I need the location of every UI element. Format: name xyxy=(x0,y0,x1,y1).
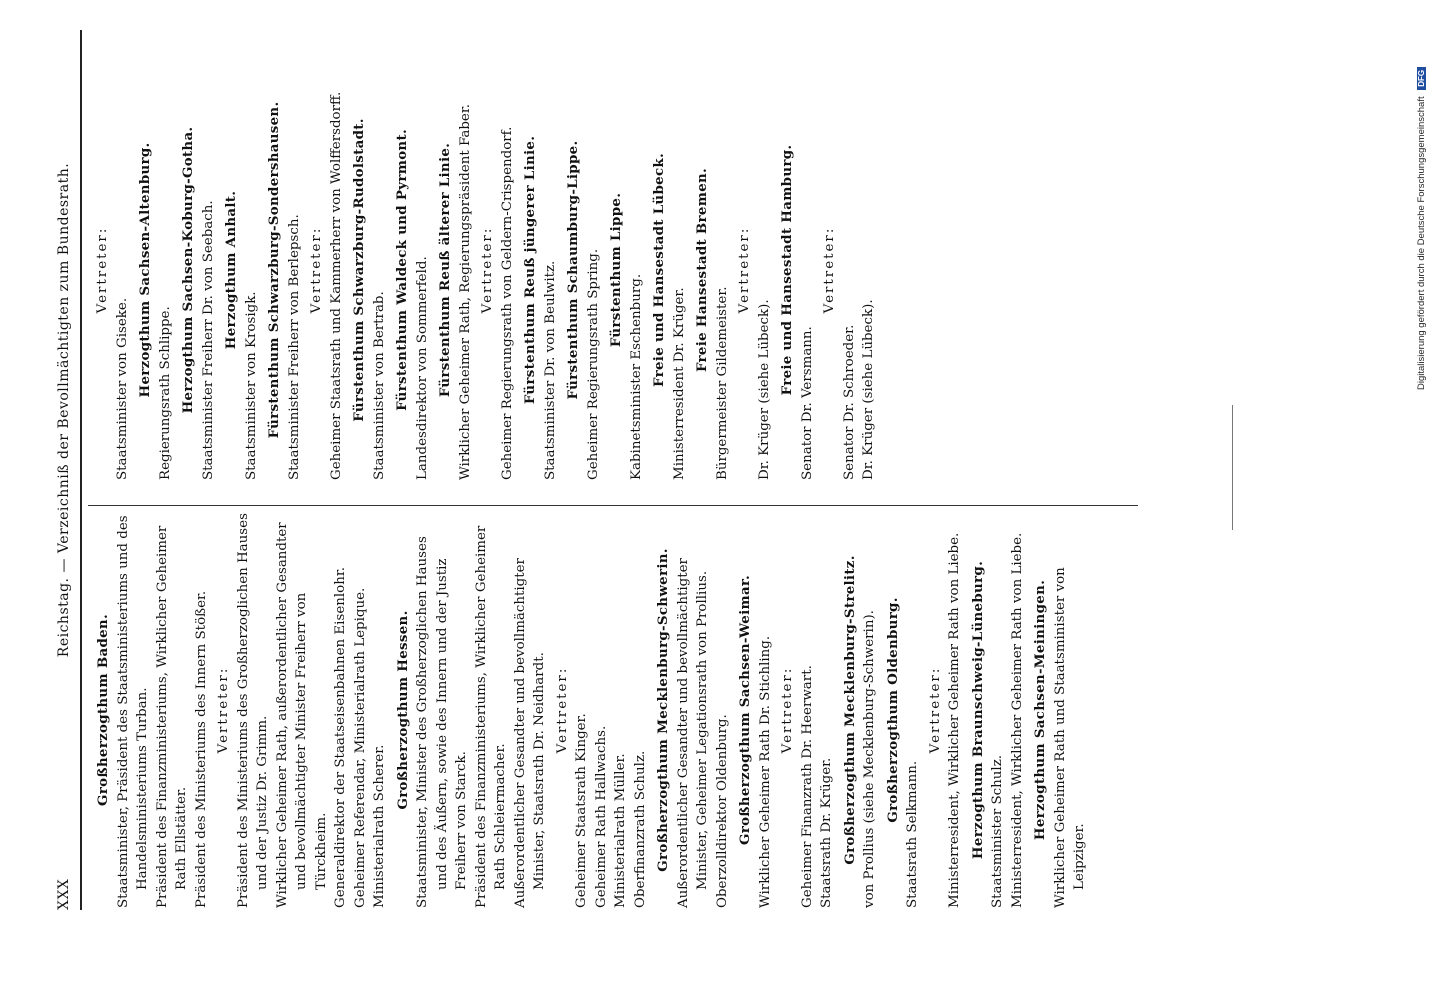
digitization-sidebar xyxy=(1416,10,1432,390)
deputy-label: Vertreter: xyxy=(95,226,110,314)
deputy-label: Vertreter: xyxy=(822,226,837,314)
delegate-entry: Senator Dr. Versmann. xyxy=(799,326,815,480)
delegate-entry: Ministerresident Dr. Krüger. xyxy=(671,287,687,480)
page-title: Reichstag. — Verzeichniß der Bevollmächtigten zum Bundesrath. xyxy=(56,162,72,658)
right-column xyxy=(90,60,879,480)
deputy-label: Vertreter: xyxy=(216,666,231,754)
deputy-label: Vertreter: xyxy=(780,666,795,754)
delegate-entry: Wirklicher Geheimer Rath und Staatsminister von Leipziger. xyxy=(1052,567,1087,908)
digitization-credit: Digitalisierung gefördert durch die Deutsche Forschungsgemeinschaft xyxy=(1416,96,1427,390)
delegate-entry: Regierungsrath Schlippe. xyxy=(157,306,173,480)
dfg-logo: DFG xyxy=(1417,67,1426,90)
delegate-entry: Kabinetsminister Eschenburg. xyxy=(628,273,644,480)
state-heading: Freie und Hansestadt Hamburg. xyxy=(779,144,795,396)
delegate-entry: Geheimer Staatsrath Kinger. xyxy=(574,713,589,908)
state-heading: Großherzogthum Mecklenburg-Strelitz. xyxy=(841,555,858,865)
delegate-entry: Präsident des Finanzministeriums, Wirklicher Geheimer Rath Schleiermacher. xyxy=(473,525,508,908)
delegate-entry: von Prollius (siehe Mecklenburg-Schwerin). xyxy=(862,610,877,908)
state-heading: Herzogthum Sachsen-Koburg-Gotha. xyxy=(180,126,196,414)
delegate-entry: Staatsminister Dr. von Beulwitz. xyxy=(542,260,558,480)
deputy-label: Vertreter: xyxy=(554,666,570,754)
delegate-entry: Staatsminister, Minister des Großherzoglichen Hauses und des Äußern, sowie des Innern und der Justiz Freiherr von Starck. xyxy=(415,536,469,908)
delegate-entry: Generaldirektor der Staatseisenbahnen Eisenlohr. xyxy=(333,566,348,908)
delegate-entry: Ministerresident, Wirklicher Geheimer Rath von Liebe. xyxy=(1009,532,1025,908)
state-heading: Fürstenthum Schwarzburg-Sondershausen. xyxy=(266,101,282,439)
delegate-entry: Staatsrath Selkmann. xyxy=(905,760,920,908)
deputy-label: Vertreter: xyxy=(480,226,495,314)
deputy-label: Vertreter: xyxy=(927,666,943,754)
state-heading: Großherzogthum Hessen. xyxy=(394,610,411,810)
delegate-entry: Außerordentlicher Gesandter und bevollmächtigter Minister, Staatsrath Dr. Neidhardt. xyxy=(512,558,547,908)
delegate-entry: Wirklicher Geheimer Rath, Regierungspräsident Faber. xyxy=(457,103,473,480)
state-heading: Herzogthum Braunschweig-Lüneburg. xyxy=(969,560,986,860)
delegate-entry: Staatsminister von Krosigk. xyxy=(243,291,259,480)
delegate-entry: Präsident des Ministeriums des Innern Stößer. xyxy=(193,590,209,908)
state-heading: Großherzogthum Mecklenburg-Schwerin. xyxy=(655,548,671,872)
delegate-entry: Präsident des Ministeriums des Großherzoglichen Hauses und der Justiz Dr. Grimm. xyxy=(235,513,270,908)
delegate-entry: Staatsrath Dr. Krüger. xyxy=(819,757,834,908)
page-number: XXX xyxy=(56,878,72,910)
state-heading: Fürstenthum Waldeck und Pyrmont. xyxy=(394,129,410,411)
delegate-entry: Dr. Krüger (siehe Lübeck). xyxy=(756,299,772,480)
delegate-entry: Staatsminister Schulz. xyxy=(990,754,1005,908)
delegate-entry: Staatsminister, Präsident des Staatsministeriums und des Handelsministeriums Turban. xyxy=(115,515,150,908)
delegate-entry: Geheimer Finanzrath Dr. Heerwart. xyxy=(799,665,815,908)
delegate-entry: Staatsminister Freiherr Dr. von Seebach. xyxy=(200,200,216,480)
deputy-label: Vertreter: xyxy=(309,226,324,314)
delegate-entry: Dr. Krüger (siehe Lübeck). xyxy=(861,299,876,480)
left-column xyxy=(90,512,1090,908)
margin-line xyxy=(1232,405,1233,530)
state-heading: Herzogthum Sachsen-Meiningen. xyxy=(1032,579,1048,841)
page-header xyxy=(56,30,78,910)
delegate-entry: Wirklicher Geheimer Rath Dr. Stichling. xyxy=(757,635,773,908)
state-heading: Freie Hansestadt Bremen. xyxy=(694,167,710,373)
delegate-entry: Geheimer Rath Hallwachs. xyxy=(593,725,609,908)
delegate-entry: Oberfinanzrath Schulz. xyxy=(632,750,648,908)
delegate-entry: Oberzolldirektor Oldenburg. xyxy=(714,714,730,908)
delegate-entry: Landesdirektor von Sommerfeld. xyxy=(414,256,430,480)
delegate-entry: Geheimer Regierungsrath Spring. xyxy=(585,248,601,480)
delegate-entry: Staatsminister Freiherr von Berlepsch. xyxy=(286,214,302,480)
delegate-entry: Ministerialrath Scherer. xyxy=(372,744,387,908)
state-heading: Fürstenthum Lippe. xyxy=(608,192,624,348)
delegate-entry: Präsident des Finanzministeriums, Wirklicher Geheimer Rath Ellstätter. xyxy=(154,525,189,908)
delegate-entry: Außerordentlicher Gesandter und bevollmächtigter Minister, Geheimer Legationsrath von Prollius. xyxy=(675,558,710,908)
delegate-entry: Senator Dr. Schroeder. xyxy=(841,324,857,480)
delegate-entry: Geheimer Regierungsrath von Geldern-Crispendorf. xyxy=(499,126,515,480)
state-heading: Herzogthum Sachsen-Altenburg. xyxy=(137,142,153,398)
header-rule xyxy=(80,30,82,910)
delegate-entry: Ministerialrath Müller. xyxy=(613,753,628,908)
state-heading: Fürstenthum Schaumburg-Lippe. xyxy=(565,140,581,400)
delegate-entry: Ministerresident, Wirklicher Geheimer Rath von Liebe. xyxy=(947,532,962,908)
deputy-label: Vertreter: xyxy=(737,226,752,314)
state-heading: Großherzogthum Sachsen-Weimar. xyxy=(737,574,753,846)
state-heading: Freie und Hansestadt Lübeck. xyxy=(651,153,667,387)
state-heading: Fürstenthum Reuß älterer Linie. xyxy=(437,142,453,398)
delegate-entry: Bürgermeister Gildemeister. xyxy=(714,286,730,480)
delegate-entry: Geheimer Staatsrath und Kammerherr von Wolffersdorff. xyxy=(328,91,344,480)
delegate-entry: Staatsminister von Bertrab. xyxy=(371,291,387,480)
column-divider xyxy=(88,505,1138,506)
state-heading: Fürstenthum Reuß jüngerer Linie. xyxy=(522,135,538,405)
delegate-entry: Staatsminister von Giseke. xyxy=(114,297,130,480)
delegate-entry: Wirklicher Geheimer Rath, außerordentlicher Gesandter und bevollmächtigter Minister Freiherr von Türckheim. xyxy=(274,522,329,908)
state-heading: Fürstenthum Schwarzburg-Rudolstadt. xyxy=(351,118,367,422)
delegate-entry: Geheimer Referendar, Ministerialrath Lepique. xyxy=(352,587,368,908)
state-heading: Großherzogthum Oldenburg. xyxy=(884,597,901,823)
state-heading: Großherzogthum Baden. xyxy=(95,614,111,806)
state-heading: Herzogthum Anhalt. xyxy=(223,190,239,350)
